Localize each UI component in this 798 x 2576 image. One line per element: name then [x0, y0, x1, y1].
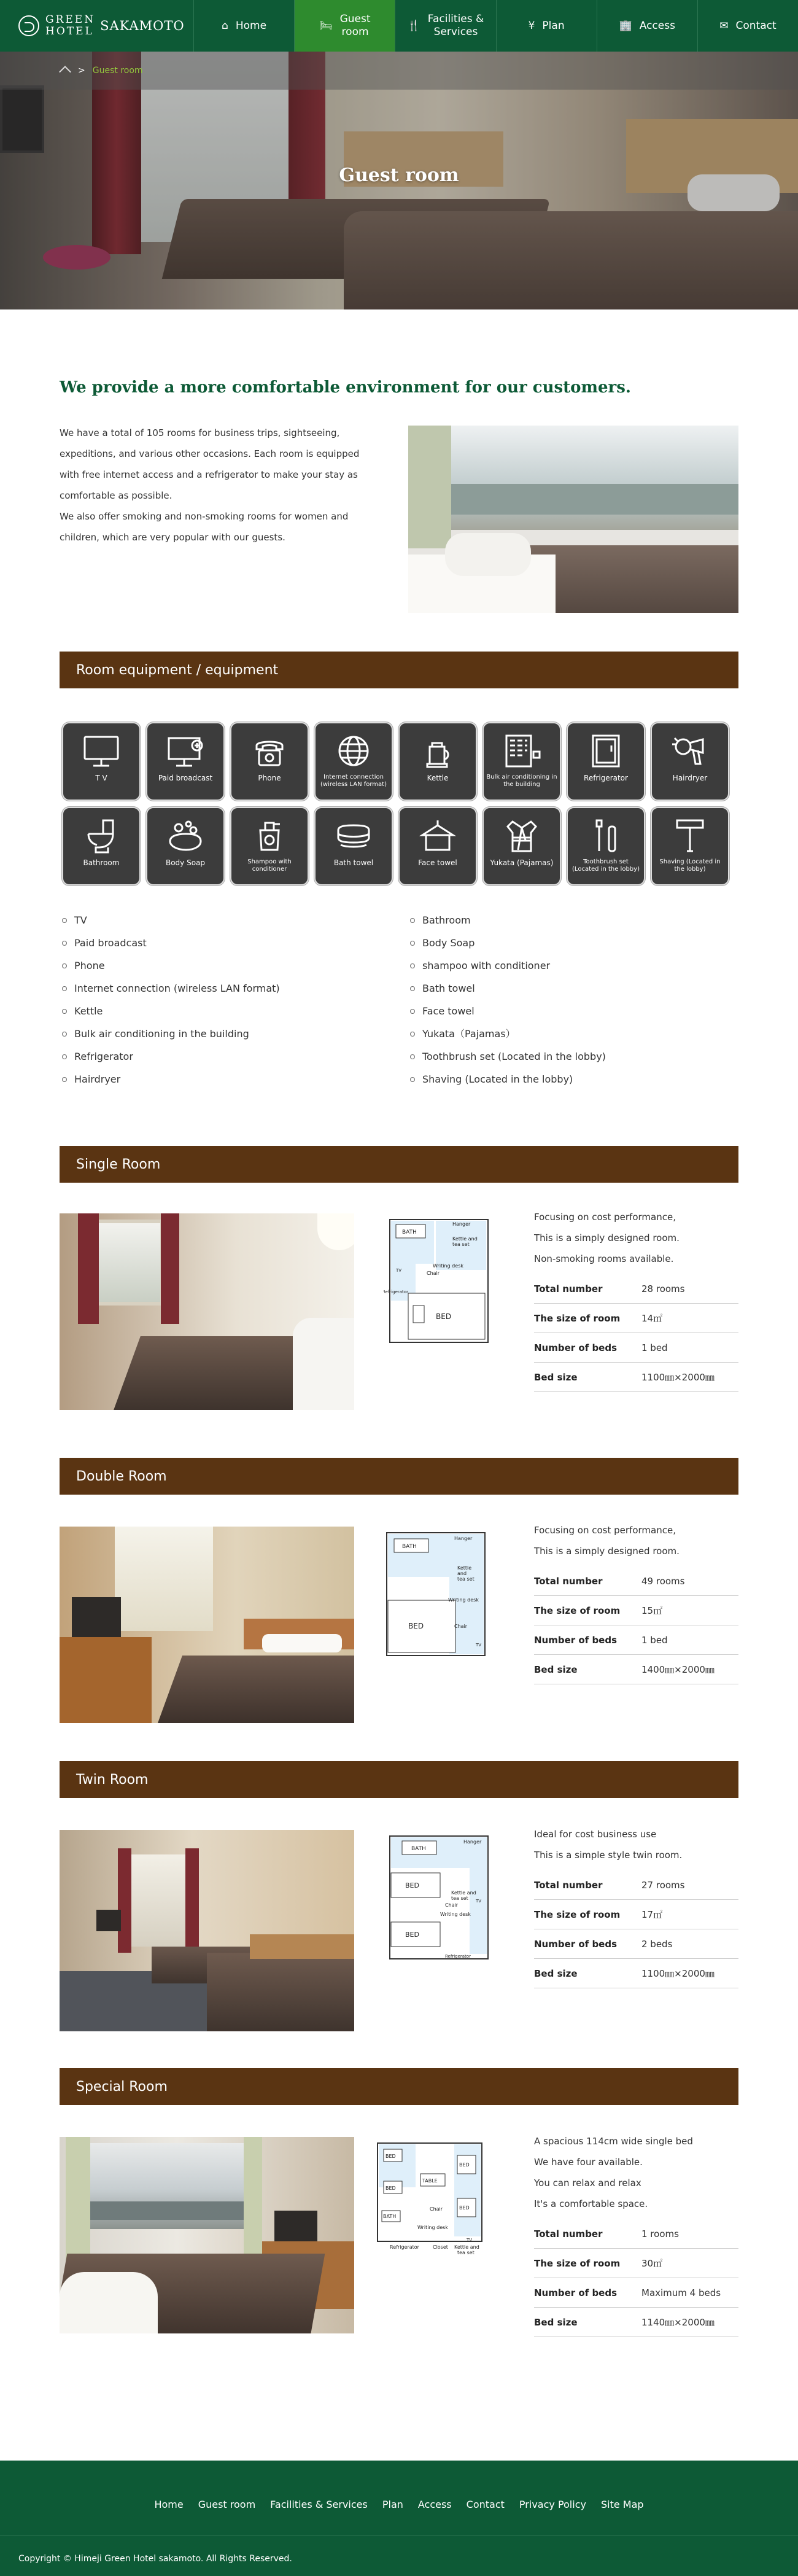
svg-text:Refrigerator: Refrigerator: [390, 2244, 419, 2250]
svg-text:BED: BED: [405, 1931, 419, 1939]
room-window-photo: [408, 426, 738, 613]
nav-contact[interactable]: [697, 0, 798, 52]
spec-value: 1 rooms: [641, 2228, 679, 2239]
kettle-icon: [416, 732, 459, 770]
footer-nav: [0, 2499, 798, 2510]
svg-text:Kettle and: Kettle and: [454, 2244, 479, 2250]
spec-row: [534, 1929, 738, 1959]
equipment-icon-grid: [62, 722, 737, 885]
room-description: Focusing on cost performance, This is a simply designed room. Non-smoking rooms available.: [534, 1212, 680, 1264]
air-conditioner-icon: [500, 732, 543, 770]
equipment-heading: Room equipment / equipment: [60, 652, 738, 688]
site-footer: [0, 2461, 798, 2576]
equipment-list-item: Internet connection (wireless LAN format): [60, 977, 391, 1000]
spec-value: 1 bed: [641, 1342, 668, 1353]
footer-link-privacy-policy[interactable]: Privacy Policy: [519, 2499, 586, 2510]
svg-text:BED: BED: [459, 2162, 470, 2168]
svg-text:Kettle and: Kettle and: [452, 1236, 478, 1242]
spec-value: 27 rooms: [641, 1879, 685, 1891]
spec-key: Total number: [534, 1283, 603, 1294]
hero-banner: [0, 52, 798, 309]
svg-text:TV: TV: [476, 1899, 482, 1904]
spec-value: 30㎡: [641, 2258, 663, 2269]
logo-mark-icon: [18, 15, 39, 36]
equipment-tile: [567, 722, 645, 801]
soap-icon: [164, 817, 207, 855]
paid-broadcast-icon: [164, 732, 207, 770]
room-description: A spacious 114cm wide single bed We have four available. You can relax and relax It's a comfortable space.: [534, 2136, 693, 2209]
equipment-list-item: Paid broadcast: [60, 932, 391, 954]
svg-text:Writing desk: Writing desk: [440, 1912, 471, 1917]
spec-value: 1 bed: [641, 1634, 668, 1646]
equipment-label: Toothbrush set (Located in the lobby): [572, 858, 640, 873]
equipment-label: Internet connection (wireless LAN format): [320, 774, 387, 788]
svg-text:tea set: tea set: [452, 1242, 470, 1247]
nav-label: Contact: [735, 19, 777, 32]
spec-value: 28 rooms: [641, 1283, 685, 1294]
spec-key: Bed size: [534, 2316, 578, 2328]
spec-key: The size of room: [534, 1605, 621, 1616]
nav-access[interactable]: [597, 0, 697, 52]
svg-text:Chair: Chair: [445, 1902, 459, 1908]
floor-plan: [374, 2137, 485, 2272]
equipment-list-item: Shaving (Located in the lobby): [408, 1068, 739, 1091]
svg-text:tea set: tea set: [451, 1896, 468, 1901]
spec-row: [534, 2278, 738, 2308]
equipment-label: Hairdryer: [672, 774, 708, 782]
spec-row: [534, 1274, 738, 1304]
home-icon[interactable]: [60, 66, 71, 76]
svg-text:tea set: tea set: [457, 2250, 475, 2255]
special-room-photo: [60, 2137, 354, 2333]
equipment-label: Kettle: [427, 774, 449, 782]
equipment-label: Shaving (Located in the lobby): [659, 858, 721, 873]
equipment-label: Shampoo with conditioner: [247, 858, 292, 873]
spec-key: Bed size: [534, 1371, 578, 1383]
spec-row: [534, 1566, 738, 1596]
nav-guest-room[interactable]: [294, 0, 395, 52]
special-room-heading: Special Room: [60, 2068, 738, 2105]
spec-row: [534, 1900, 738, 1929]
single-room-floor-plan: [384, 1213, 494, 1348]
face-towel-icon: [416, 817, 459, 855]
logo-text: [45, 14, 95, 37]
spec-key: Total number: [534, 1575, 603, 1587]
spec-key: Number of beds: [534, 1342, 618, 1353]
logo-bottom-text: HOTEL: [45, 25, 94, 37]
footer-link-site-map[interactable]: Site Map: [600, 2499, 644, 2510]
spec-row: [534, 2219, 738, 2249]
spec-row: [534, 1655, 738, 1684]
equipment-list-item: Body Soap: [408, 932, 739, 954]
spec-key: Bed size: [534, 1967, 578, 1979]
equipment-list-item: Refrigerator: [60, 1045, 391, 1068]
svg-text:BED: BED: [459, 2205, 470, 2211]
equipment-tile: [314, 722, 393, 801]
toothbrush-icon: [584, 817, 627, 855]
spec-row: [534, 1363, 738, 1392]
svg-text:tea set: tea set: [457, 1576, 475, 1582]
intro-text: We have a total of 105 rooms for business trips, sightseeing, expeditions, and various other occasions. Each room is equipped with free internet access and a refrigerator to make your stay as comfortable as possible. We also offer smoking and non-smoking rooms for women and children, which are very popular with our guests.: [60, 427, 360, 543]
equipment-label: Bathroom: [83, 858, 120, 867]
spec-key: The size of room: [534, 1909, 621, 1920]
spec-key: Total number: [534, 1879, 603, 1891]
tv-icon: [80, 732, 123, 770]
equipment-label: Bath towel: [333, 858, 374, 867]
equipment-list-item: Phone: [60, 954, 391, 977]
main-nav: [193, 0, 798, 52]
spec-key: Bed size: [534, 1664, 578, 1675]
nav-label: Facilities & Services: [427, 13, 484, 38]
nav-label: Access: [639, 19, 675, 32]
bed-icon: 🛏: [319, 19, 333, 32]
spec-key: The size of room: [534, 2257, 621, 2269]
svg-text:BED: BED: [385, 2154, 396, 2159]
svg-text:and: and: [457, 1571, 467, 1576]
single-room-heading: Single Room: [60, 1146, 738, 1183]
equipment-tile: [651, 722, 729, 801]
equipment-tile: [482, 807, 561, 885]
spec-value: 1100㎜×2000㎜: [641, 1372, 715, 1383]
svg-text:Hanger: Hanger: [452, 1221, 471, 1227]
equipment-tile: [398, 807, 477, 885]
equipment-list-item: TV: [60, 909, 391, 932]
equipment-list-item: Bathroom: [408, 909, 739, 932]
svg-text:Kettle and: Kettle and: [451, 1890, 476, 1896]
logo-top-text: GREEN: [45, 14, 96, 26]
equipment-tile: [62, 722, 141, 801]
svg-text:Refrigerator: Refrigerator: [445, 1954, 471, 1959]
svg-text:BED: BED: [385, 2185, 396, 2191]
equipment-label: Face towel: [418, 858, 457, 867]
footer-link-guest-room[interactable]: Guest room: [198, 2499, 256, 2510]
equipment-label: Body Soap: [165, 858, 206, 867]
bath-towel-icon: [332, 817, 375, 855]
equipment-tile: [651, 807, 729, 885]
spec-key: Number of beds: [534, 1938, 618, 1950]
footer-link-contact[interactable]: Contact: [466, 2499, 505, 2510]
equipment-tile: [567, 807, 645, 885]
equipment-tile: [230, 807, 309, 885]
equipment-list-item: Kettle: [60, 1000, 391, 1022]
svg-text:Kettle: Kettle: [457, 1565, 472, 1571]
svg-text:Hanger: Hanger: [454, 1536, 473, 1541]
nav-label: Guest room: [339, 13, 371, 38]
utensils-icon: 🍴: [407, 19, 420, 32]
svg-text:BATH: BATH: [383, 2214, 397, 2219]
equipment-label: Phone: [258, 774, 281, 782]
equipment-list-item: Toothbrush set (Located in the lobby): [408, 1045, 739, 1068]
spec-key: The size of room: [534, 1312, 621, 1324]
phone-icon: [248, 732, 291, 770]
spec-value: 49 rooms: [641, 1575, 685, 1587]
nav-home[interactable]: [193, 0, 294, 52]
shampoo-icon: [248, 817, 291, 855]
single-room-info: [534, 1207, 738, 1392]
twin-room-floor-plan: [384, 1830, 494, 1965]
double-room-info: [534, 1520, 738, 1684]
svg-text:Chair: Chair: [430, 2206, 443, 2212]
svg-text:TV: TV: [396, 1268, 402, 1273]
breadcrumb-current: Guest room: [92, 66, 143, 76]
equipment-list-item: shampoo with conditioner: [408, 954, 739, 977]
spec-row: [534, 1959, 738, 1988]
footer-link-plan[interactable]: Plan: [382, 2499, 403, 2510]
refrigerator-icon: [584, 732, 627, 770]
globe-icon: [332, 732, 375, 770]
spec-row: [534, 2249, 738, 2278]
floor-plan: [384, 1213, 494, 1348]
svg-text:BED: BED: [436, 1312, 452, 1321]
spec-row: [534, 1625, 738, 1655]
spec-value: 14㎡: [641, 1313, 663, 1324]
spec-row: [534, 2308, 738, 2337]
svg-text:BATH: BATH: [402, 1229, 417, 1235]
footer-link-facilities-services[interactable]: Facilities & Services: [270, 2499, 368, 2510]
nav-label: Home: [235, 19, 267, 32]
single-room-photo: [60, 1213, 354, 1410]
spec-value: 2 beds: [641, 1938, 673, 1950]
svg-text:Chair: Chair: [427, 1270, 440, 1276]
spec-row: [534, 1870, 738, 1900]
equipment-tile: [146, 807, 225, 885]
equipment-tile: [398, 722, 477, 801]
intro-title: We provide a more comfortable environment for our customers.: [60, 378, 631, 397]
room-description: Focusing on cost performance, This is a simply designed room.: [534, 1525, 680, 1557]
double-room-floor-plan: [381, 1527, 491, 1662]
special-room-info: [534, 2131, 738, 2337]
equipment-label: Paid broadcast: [158, 774, 213, 782]
breadcrumb-separator: >: [78, 66, 85, 76]
svg-text:TABLE: TABLE: [422, 2178, 438, 2184]
spec-value: 17㎡: [641, 1909, 663, 1920]
twin-room-photo: [60, 1830, 354, 2031]
svg-text:Writing desk: Writing desk: [417, 2225, 448, 2230]
spec-key: Number of beds: [534, 2287, 618, 2298]
svg-text:Closet: Closet: [433, 2244, 448, 2250]
building-icon: 🏢: [619, 19, 632, 32]
site-header: [0, 0, 798, 52]
svg-text:TV: TV: [476, 1643, 482, 1648]
equipment-tile: [314, 807, 393, 885]
toilet-icon: [80, 817, 123, 855]
spec-row: [534, 1304, 738, 1333]
equipment-tile: [146, 722, 225, 801]
razor-icon: [668, 817, 711, 855]
site-logo[interactable]: [0, 0, 193, 52]
nav-label: Plan: [542, 19, 565, 32]
copyright: Copyright © Himeji Green Hotel sakamoto. All Rights Reserved.: [18, 2554, 292, 2564]
equipment-list-item: Face towel: [408, 1000, 739, 1022]
home-icon: ⌂: [222, 19, 228, 32]
nav-plan[interactable]: [496, 0, 597, 52]
hairdryer-icon: [668, 732, 711, 770]
footer-link-access[interactable]: Access: [417, 2499, 452, 2510]
spec-value: Maximum 4 beds: [641, 2287, 721, 2298]
svg-text:TV: TV: [467, 2238, 473, 2243]
svg-text:Refrigerator: Refrigerator: [384, 1290, 408, 1294]
equipment-list-item: Yukata（Pajamas）: [408, 1022, 739, 1045]
svg-text:Writing desk: Writing desk: [448, 1597, 479, 1603]
svg-text:BED: BED: [408, 1622, 424, 1630]
spec-row: [534, 1596, 738, 1625]
floor-plan: [384, 1830, 494, 1965]
double-room-photo: [60, 1527, 354, 1723]
equipment-tile: [230, 722, 309, 801]
svg-text:Writing desk: Writing desk: [433, 1263, 463, 1269]
equipment-list-item: Bath towel: [408, 977, 739, 1000]
logo-name: SAKAMOTO: [100, 18, 185, 33]
spec-row: [534, 1333, 738, 1363]
svg-text:BED: BED: [405, 1881, 419, 1889]
twin-room-heading: Twin Room: [60, 1761, 738, 1798]
floor-plan: [381, 1527, 491, 1662]
breadcrumb: [0, 52, 798, 90]
equipment-list-item: Hairdryer: [60, 1068, 391, 1091]
spec-value: 1140㎜×2000㎜: [641, 2317, 715, 2328]
equipment-list-left: [60, 909, 391, 1091]
equipment-list-item: Bulk air conditioning in the building: [60, 1022, 391, 1045]
yen-icon: ¥: [528, 19, 535, 32]
page-title: Guest room: [339, 165, 459, 186]
spec-value: 1400㎜×2000㎜: [641, 1664, 715, 1675]
svg-text:Chair: Chair: [454, 1624, 468, 1629]
equipment-label: Refrigerator: [584, 774, 628, 782]
twin-room-info: [534, 1824, 738, 1988]
equipment-tile: [482, 722, 561, 801]
svg-text:BATH: BATH: [402, 1544, 417, 1550]
svg-text:Hanger: Hanger: [463, 1839, 482, 1845]
special-room-floor-plan: [374, 2137, 485, 2272]
equipment-tile: [62, 807, 141, 885]
footer-link-home[interactable]: Home: [154, 2499, 184, 2510]
equipment-label: Yukata (Pajamas): [490, 858, 554, 867]
svg-text:BATH: BATH: [411, 1846, 426, 1852]
spec-key: Total number: [534, 2228, 603, 2239]
yukata-icon: [500, 817, 543, 855]
double-room-heading: Double Room: [60, 1458, 738, 1495]
spec-key: Number of beds: [534, 1634, 618, 1646]
mail-icon: ✉: [719, 19, 729, 32]
room-description: Ideal for cost business use This is a simple style twin room.: [534, 1829, 683, 1861]
spec-value: 15㎡: [641, 1605, 663, 1616]
equipment-list-right: [408, 909, 739, 1091]
equipment-label: Bulk air conditioning in the building: [486, 774, 557, 788]
spec-value: 1100㎜×2000㎜: [641, 1968, 715, 1979]
equipment-label: T V: [95, 774, 107, 782]
nav-facilities-services[interactable]: [395, 0, 495, 52]
